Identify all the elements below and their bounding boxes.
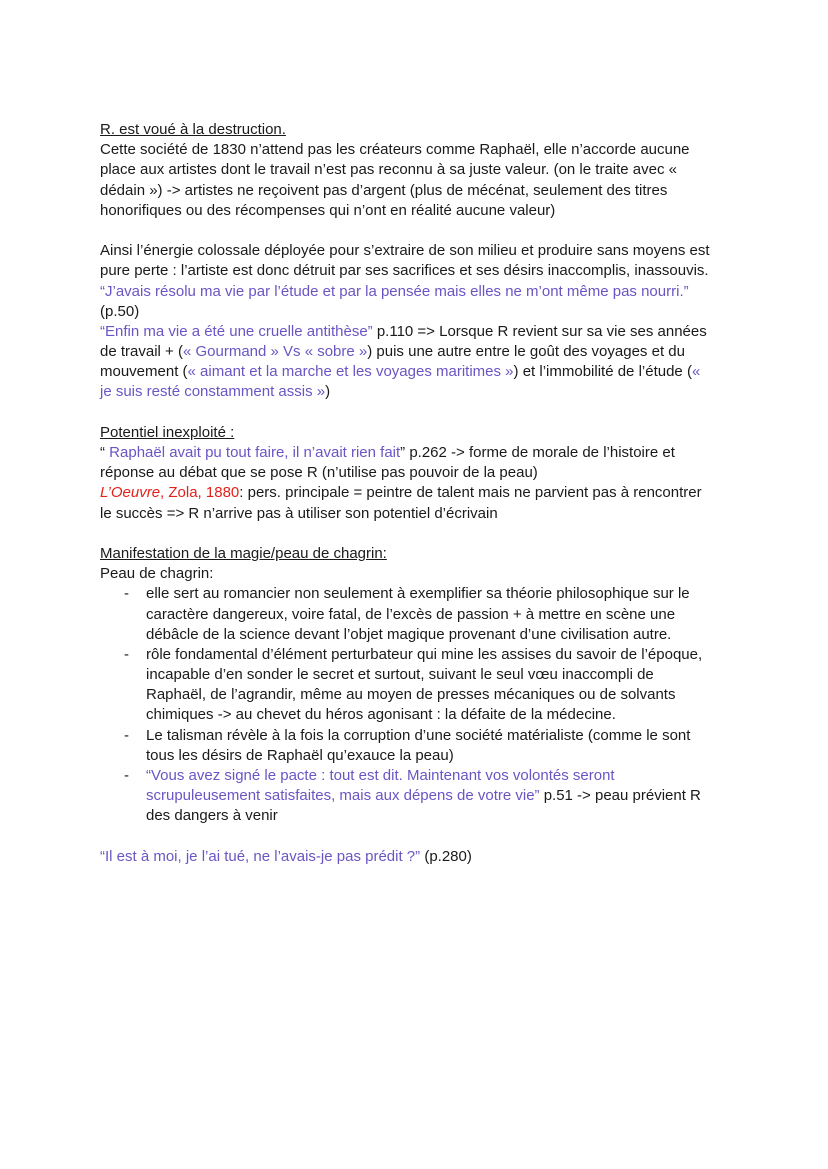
text-line (100, 140, 760, 160)
text-line (146, 645, 760, 665)
text-line (100, 544, 760, 564)
blank-line (100, 403, 760, 423)
text-line (146, 766, 760, 786)
text-run: p.51 -> peau prévient R (539, 787, 701, 805)
blank-line (100, 221, 760, 241)
text-line (146, 746, 760, 766)
text-run: ) puis une autre entre le goût des voyages et du (367, 343, 685, 361)
text-line (100, 483, 760, 503)
quote-text: « (691, 363, 701, 381)
text-line (100, 282, 760, 302)
text-run: p.110 => Lorsque R revient sur sa vie ses années (372, 322, 707, 340)
bullet-dash: - (124, 726, 129, 744)
paragraph (100, 564, 760, 584)
text-line (100, 463, 760, 483)
text-run: R. est voué à la destruction. (100, 121, 286, 138)
text-run: : pers. principale = peintre de talent mais ne parvient pas à rencontrer (239, 484, 702, 502)
quote-text: je suis resté constamment assis » (100, 383, 326, 401)
section-heading (100, 120, 760, 140)
text-line (100, 241, 760, 261)
text-run: ) et l’immobilité de l’étude ( (513, 363, 692, 381)
text-line (100, 120, 760, 140)
quote-text: “Enfin ma vie a été une cruelle antithèse” (100, 322, 373, 340)
text-line (100, 443, 760, 463)
text-line (100, 181, 760, 201)
text-line (100, 362, 760, 382)
text-line (100, 322, 760, 342)
bullet-dash: - (124, 645, 129, 663)
section-heading (100, 423, 760, 443)
reference-text: L’Oeuvre (100, 484, 161, 502)
blank-line (100, 524, 760, 544)
bullet-item (100, 584, 760, 645)
text-run: Cette société de 1830 n’attend pas les créateurs comme Raphaël, elle n’accorde aucune (100, 141, 690, 159)
text-run: mouvement ( (100, 363, 188, 381)
reference-text: , Zola, 1880 (160, 484, 240, 502)
text-run: incapable d’en sonder le secret et surtout, suivant le seul vœu inaccompli de (146, 666, 654, 684)
text-line (146, 665, 760, 685)
quote-text: Raphaël avait pu tout faire, il n’avait rien fait (109, 444, 401, 461)
document-body (100, 120, 760, 867)
text-run: honorifiques ou des récompenses qui n’ont en réalité aucune valeur) (100, 201, 556, 219)
quote-text: « Gourmand » Vs « sobre » (182, 343, 368, 361)
text-line (100, 564, 760, 584)
text-run: ” p.262 -> forme de morale de l’histoire et (400, 444, 675, 461)
text-run: elle sert au romancier non seulement à exemplifier sa théorie philosophique sur le (146, 585, 690, 603)
text-line (146, 806, 760, 826)
text-line (146, 685, 760, 705)
text-run: Le talisman révèle à la fois la corruption d’une société matérialiste (comme le sont (146, 726, 691, 744)
text-run: pure perte : l’artiste est donc détruit par ses sacrifices et ses désirs inaccomplis, inassouvis. (100, 262, 709, 280)
quote-text: “Vous avez signé le pacte : tout est dit. Maintenant vos volontés seront (146, 767, 615, 784)
text-line (146, 786, 760, 806)
text-run: Potentiel inexploité : (100, 423, 235, 441)
text-line (146, 605, 760, 625)
text-run: des dangers à venir (146, 807, 278, 825)
text-run: Raphaël, de l’agrandir, même au moyen de presses mécaniques ou de solvants (146, 686, 676, 704)
text-run: rôle fondamental d’élément perturbateur qui mine les assises du savoir de l’époque, (146, 645, 703, 663)
text-line (146, 705, 760, 725)
text-run: tous les désirs de Raphaël qu’exauce la peau) (146, 746, 454, 764)
blank-line (100, 827, 760, 847)
bullet-item (100, 766, 760, 827)
text-run: réponse au débat que se pose R (n’utilise pas pouvoir de la peau) (100, 464, 538, 482)
text-run: caractère dangereux, voire fatal, de l’excès de passion + à mettre en scène une (146, 605, 676, 623)
text-run: Ainsi l’énergie colossale déployée pour s’extraire de son milieu et produire sans moyens est (100, 242, 710, 260)
paragraph (100, 140, 760, 221)
text-line (100, 423, 760, 443)
text-line (100, 201, 760, 221)
text-line (100, 261, 760, 281)
text-run: Manifestation de la magie/peau de chagrin: (100, 544, 387, 562)
text-run: dédain ») -> artistes ne reçoivent pas d’argent (plus de mécénat, seulement des titres (100, 181, 668, 199)
section-heading (100, 544, 760, 564)
bullet-dash: - (124, 767, 129, 784)
text-run: ) (325, 383, 331, 401)
text-run: chimiques -> au chevet du héros agonisant : la défaite de la médecine. (146, 706, 616, 724)
text-run: Peau de chagrin: (100, 565, 214, 583)
text-run: “ (100, 444, 110, 461)
paragraph (100, 241, 760, 403)
text-run: (p.50) (100, 302, 140, 320)
bullet-dash: - (124, 585, 129, 603)
paragraph (100, 443, 760, 524)
text-run: (p.280) (420, 847, 472, 865)
text-run: de travail + ( (100, 343, 183, 361)
text-line (100, 302, 760, 322)
text-run: débâcle de la science devant l’objet magique provenant d’une civilisation autre. (146, 625, 672, 643)
text-line (100, 847, 760, 867)
bullet-item (100, 645, 760, 726)
text-line (146, 625, 760, 645)
quote-text: “Il est à moi, je l’ai tué, ne l’avais-je pas prédit ?” (100, 847, 421, 865)
quote-text: « aimant et la marche et les voyages maritimes » (187, 363, 514, 381)
text-line (100, 160, 760, 180)
bullet-item (100, 726, 760, 766)
text-line (146, 584, 760, 604)
text-line (100, 342, 760, 362)
text-line (100, 382, 760, 402)
quote-text: scrupuleusement satisfaites, mais aux dépens de votre vie” (146, 787, 540, 805)
paragraph (100, 847, 760, 867)
text-run: le succès => R n’arrive pas à utiliser son potentiel d’écrivain (100, 504, 498, 522)
text-line (146, 726, 760, 746)
text-run: place aux artistes dont le travail n’est pas reconnu à sa juste valeur. (on le traite avec « (100, 161, 677, 179)
text-line (100, 504, 760, 524)
quote-text: “J’avais résolu ma vie par l’étude et par la pensée mais elles ne m’ont même pas nourri.” (100, 282, 689, 300)
